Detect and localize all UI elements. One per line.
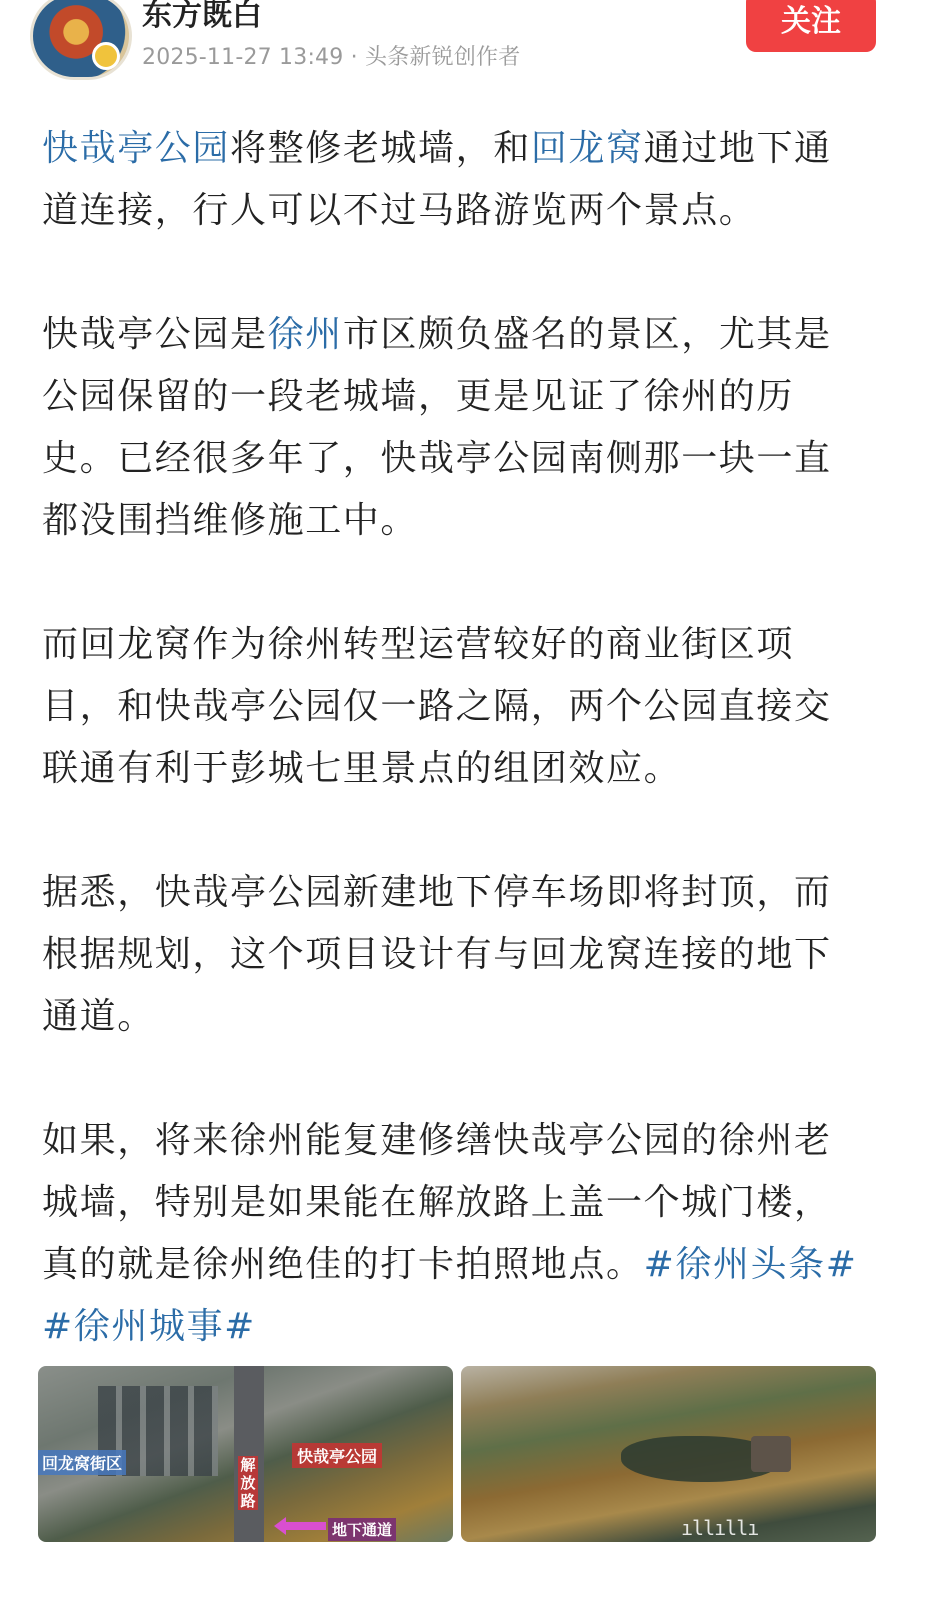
map-label-tunnel: 地下通道	[328, 1518, 396, 1541]
road	[234, 1366, 264, 1542]
author-name[interactable]: 东方既白	[142, 0, 262, 33]
article-paragraph	[42, 304, 862, 552]
article-body	[42, 118, 862, 1358]
paragraph-text: 将整修老城墙，和	[230, 128, 531, 169]
map-label-jiefang-road: 解放路	[238, 1456, 258, 1510]
paragraph-text: 据悉，快哉亭公园新建地下停车场即将封顶，而根据规划，这个项目设计有与回龙窝连接的地下通道。	[42, 872, 832, 1037]
follow-button[interactable]: 关注	[746, 0, 876, 52]
post-header	[0, 0, 946, 92]
article-paragraph	[42, 614, 862, 800]
paragraph-text: 通过地下通道连接，行人可以不过马路游览两个景点。	[42, 128, 832, 231]
entity-link[interactable]: 快哉亭公园	[42, 128, 231, 169]
map-label-kuaizaiting: 快哉亭公园	[292, 1443, 382, 1468]
article-paragraph	[42, 862, 862, 1048]
hashtag-link[interactable]: #徐州城事#	[42, 1306, 256, 1347]
paragraph-text: 如果，将来徐州能复建修缮快哉亭公园的徐州老城墙，特别是如果能在解放路上盖一个城门楼，真的就是徐州绝佳的打卡拍照地点。	[42, 1120, 832, 1285]
paragraph-text: 市区颇负盛名的景区，尤其是公园保留的一段老城墙，更是见证了徐州的历史。已经很多年了，快哉亭公园南侧那一块一直都没围挡维修施工中。	[42, 314, 832, 541]
paragraph-text: 而回龙窝作为徐州转型运营较好的商业街区项目，和快哉亭公园仅一路之隔，两个公园直接交联通有利于彭城七里景点的组团效应。	[42, 624, 832, 789]
post-meta: 2025-11-27 13:49 · 头条新锐创作者	[142, 45, 521, 70]
map-label-huilongwo: 回龙窝街区	[38, 1450, 126, 1475]
tunnel-arrow	[282, 1522, 326, 1530]
hashtag-link[interactable]: #徐州头条#	[643, 1244, 858, 1285]
watermark: ıllıllı	[681, 1516, 759, 1540]
article-paragraph	[42, 118, 862, 242]
entity-link[interactable]: 徐州	[267, 314, 343, 355]
verified-badge-icon	[92, 42, 120, 70]
article-paragraph	[42, 1110, 862, 1358]
author-avatar[interactable]	[30, 0, 132, 80]
paragraph-text: 快哉亭公园是	[42, 314, 268, 355]
aerial-map-photo[interactable]	[38, 1366, 453, 1542]
park-aerial-photo[interactable]	[461, 1366, 876, 1542]
pavilion	[751, 1436, 791, 1472]
entity-link[interactable]: 回龙窝	[530, 128, 644, 169]
image-gallery	[38, 1366, 876, 1542]
